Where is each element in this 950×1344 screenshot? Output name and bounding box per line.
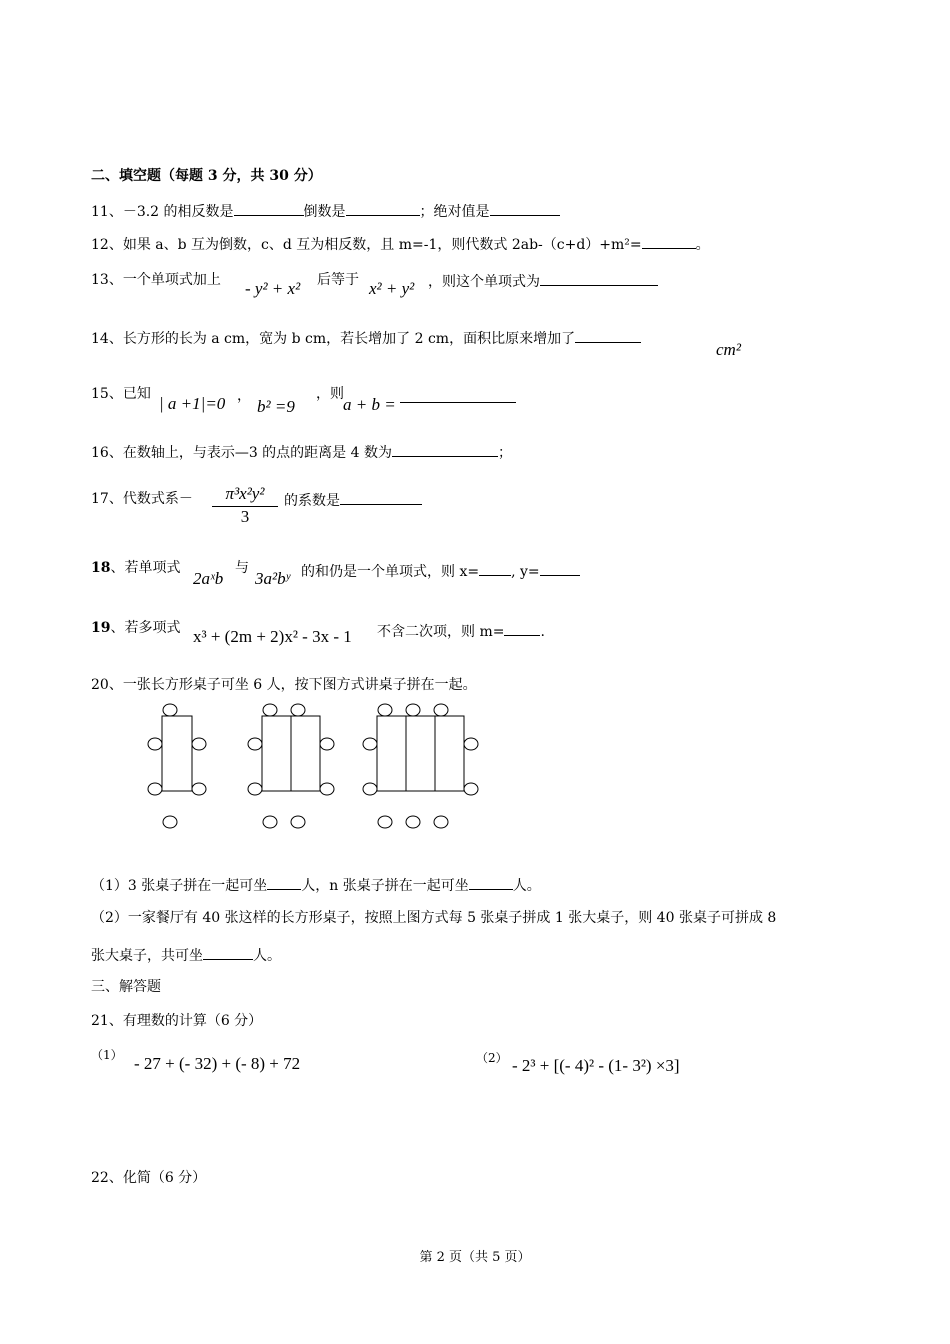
seat-circle [248,738,262,750]
q19-end: . [540,624,545,640]
seat-circle [406,816,420,828]
q20-part-1-end: 人。 [512,878,541,894]
seat-circle [192,738,206,750]
seat-circle [378,704,392,716]
q14-unit: cm² [716,340,741,359]
q21-expression-1: - 27 + (- 32) + (- 8) + 72 [134,1054,301,1073]
q17-numerator: π³x²y² [225,484,265,503]
answer-blank-y [540,560,580,576]
q15-expression-2: b² =9 [257,397,295,416]
table-rect [377,716,464,791]
answer-blank [392,441,498,457]
answer-blank [642,233,696,249]
q15-expression-3: a + b = [343,395,396,414]
seat-circle [434,704,448,716]
q15-comma: ， [237,388,251,404]
answer-blank [346,200,420,216]
q21-label-2: （2） [476,1051,508,1065]
q21-expression-2: - 2³ + [(- 4)² - (1- 3²) ×3] [512,1056,680,1075]
table-rect [162,716,192,791]
q18-expression-2: 3a²bʸ [255,569,290,588]
q11-text-2: 倒数是 [303,204,346,220]
q19-text-2-label: 不含二次项，则 m= [377,624,505,640]
seat-circle [148,783,162,795]
q18-text-4: , y= [511,564,540,580]
q19-number: 19 [91,620,111,636]
seat-circle [320,738,334,750]
answer-blank [469,874,513,890]
q20-part-2: （2）一家餐厅有 40 张这样的长方形桌子，按照上图方式每 5 张桌子拼成 1 张大桌子，则 40 张桌子可拼成 8 [91,910,777,926]
seat-circle [263,704,277,716]
section-title: 二、填空题（每题 3 分，共 30 分） [91,168,322,184]
seat-circle [163,816,177,828]
q19-label: 、若多项式 [110,620,181,636]
question-20: 20、一张长方形桌子可坐 6 人，按下图方式讲桌子拼在一起。 [91,677,477,693]
table-arrangement-figure [140,698,490,834]
q17-text-2 [284,489,422,511]
question-11 [91,200,560,222]
q11-text-3: ；绝对值是 [419,204,490,220]
question-17-text: 17、代数式系－ [91,491,193,507]
seat-circle [406,704,420,716]
seat-circle [464,783,478,795]
q16-end: ； [497,445,512,461]
question-16 [91,441,512,463]
q13-text-2: 后等于 [317,272,359,288]
q13-text-3-label: ，则这个单项式为 [428,274,540,290]
question-12 [91,233,710,255]
seat-circle [363,738,377,750]
seat-circle [248,783,262,795]
seat-circle [291,704,305,716]
q15-expression-1: | a +1|=0 [159,394,226,413]
q18-expression-1: 2aˣb [193,569,224,588]
q13-expression-2: x² + y² [369,279,415,298]
answer-blank [203,944,253,960]
page-footer: 第 2 页（共 5 页） [419,1250,531,1265]
q17-text-2-label: 的系数是 [284,493,340,509]
q18-and: 与 [235,560,249,576]
seat-circle [163,704,177,716]
q14-text: 14、长方形的长为 a cm，宽为 b cm，若长增加了 2 cm，面积比原来增加了 [91,331,576,347]
q20-part-1-text: （1）3 张桌子拼在一起可坐 [91,878,268,894]
q13-text-3 [428,270,658,292]
q20-part-1-text-2: 人，n 张桌子拼在一起可坐 [301,878,469,894]
q20-part-2-text: 张大桌子，共可坐 [91,948,203,964]
q13-expression-1: - y² + x² [245,279,301,298]
question-21: 21、有理数的计算（6 分） [91,1013,263,1029]
q17-fraction [212,484,278,527]
seat-circle [363,783,377,795]
seat-circle [291,816,305,828]
answer-blank-x [479,560,511,576]
seat-circle [378,816,392,828]
question-15-text: 15、已知 [91,386,151,402]
answer-blank [400,387,516,403]
q18-text-3-label: 的和仍是一个单项式，则 x= [301,564,480,580]
answer-blank [340,489,422,505]
q15-then: ，则 [316,386,344,402]
q21-label-1: （1） [91,1048,123,1062]
q20-part-1 [91,874,541,896]
q20-part-2-end: 人。 [253,948,281,964]
question-18-text [91,558,180,578]
answer-blank [540,270,658,286]
q19-text-2 [377,620,545,642]
q12-text: 12、如果 a、b 互为倒数，c、d 互为相反数，且 m=-1，则代数式 2ab-（c+d）+m²= [91,237,642,253]
q17-denominator: 3 [240,507,250,526]
q18-number: 18 [91,560,111,576]
question-13-text: 13、一个单项式加上 [91,272,221,288]
seat-circle [320,783,334,795]
answer-blank [575,327,641,343]
q12-end: 。 [695,237,710,253]
seat-circle [148,738,162,750]
question-14 [91,327,641,349]
q11-text: 11、－3.2 的相反数是 [91,204,234,220]
seat-circle [263,816,277,828]
section-title: 三、解答题 [91,979,161,995]
question-22: 22、化简（6 分） [91,1170,207,1186]
answer-blank [234,200,304,216]
q16-text: 16、在数轴上，与表示—3 的点的距离是 4 数为 [91,445,392,461]
q19-expression: x³ + (2m + 2)x² - 3x - 1 [193,627,352,646]
answer-blank [267,874,301,890]
q18-label: 、若单项式 [110,560,181,576]
answer-blank [504,620,540,636]
seat-circle [434,816,448,828]
q18-text-3 [301,560,580,582]
question-19-text [91,618,180,638]
seat-circle [192,783,206,795]
seat-circle [464,738,478,750]
answer-blank [490,200,560,216]
q20-part-2-cont [91,944,281,966]
